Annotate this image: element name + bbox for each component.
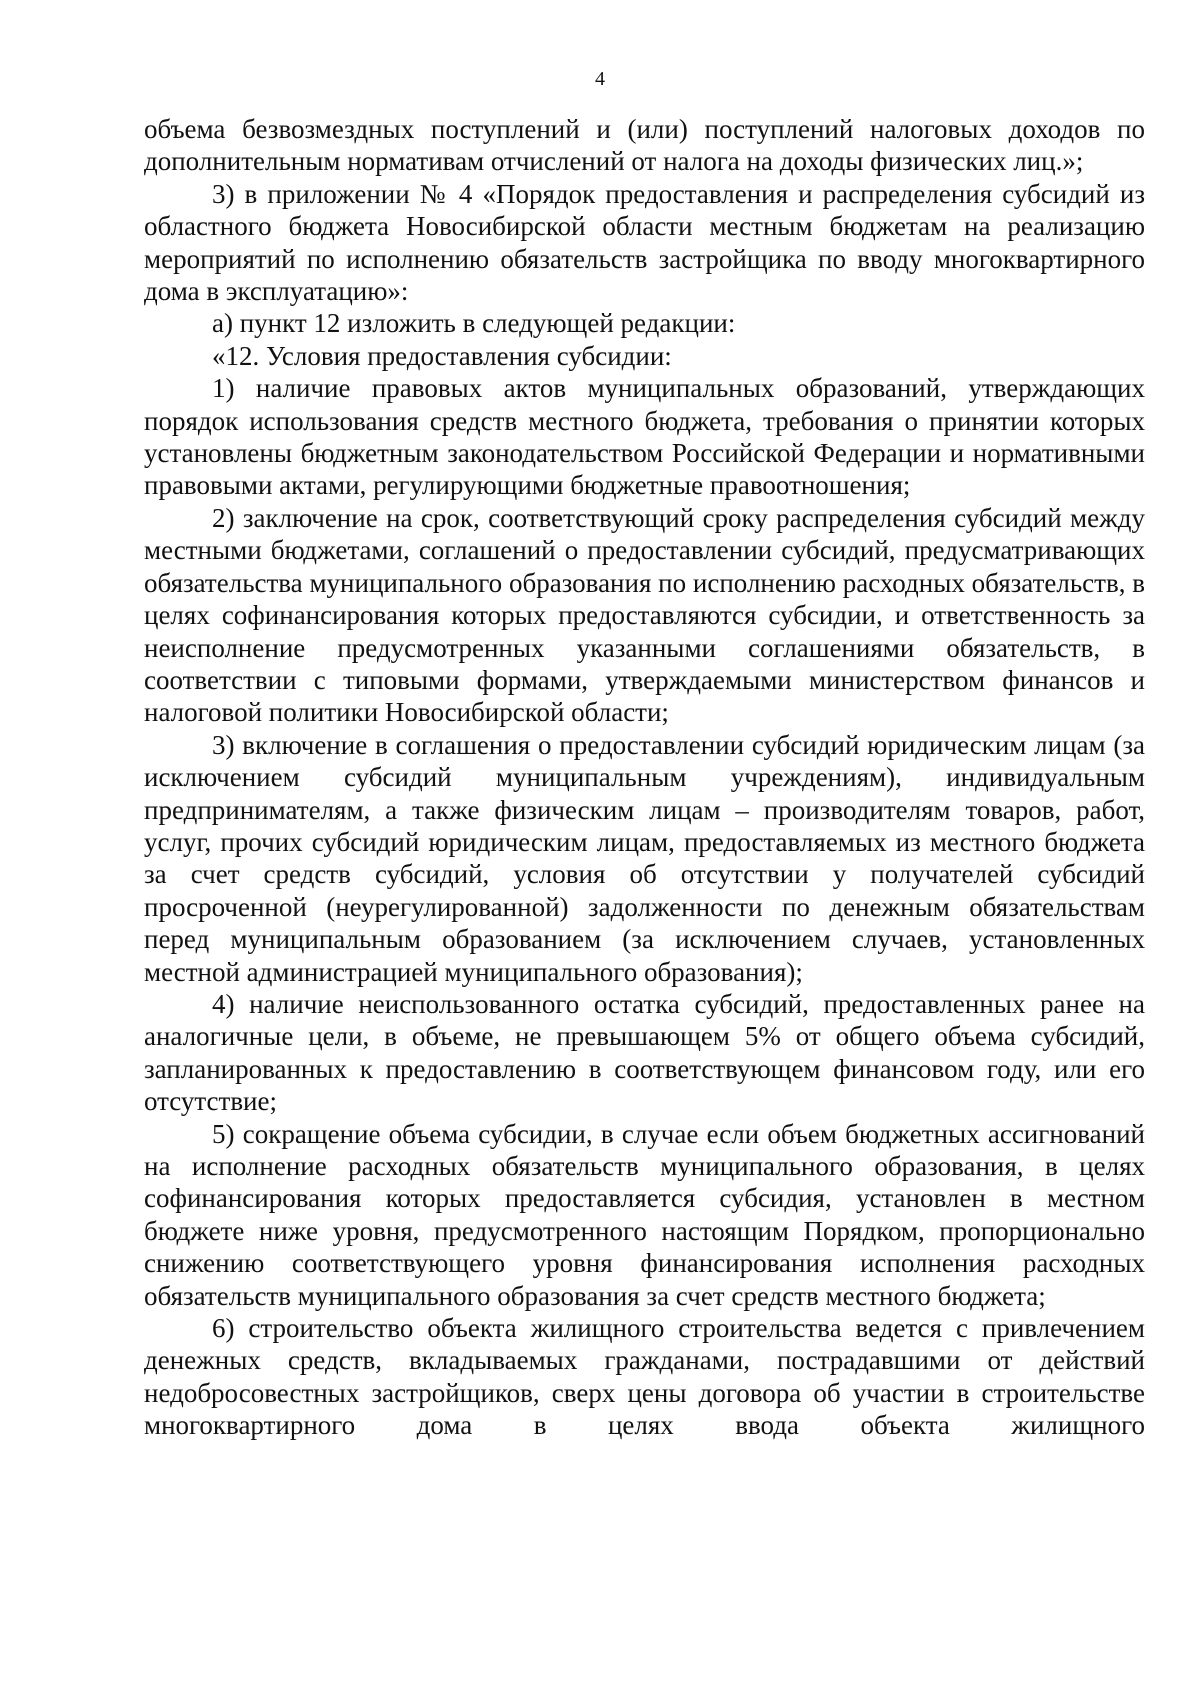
paragraph-condition-5: 5) сокращение объема субсидии, в случае если объем бюджетных ассигнований на исполнение расходных обязательств муниципального образования, в целях софинансирования которых предоставляется субсидия, установлен в местном бюджете ниже уровня, предусмотренного настоящим Порядком, пропорционально снижению соответствующего уровня финансирования исполнения расходных обязательств муниципального образования за счет средств местного бюджета; bbox=[144, 1118, 1145, 1311]
paragraph-item-3-appendix-4: 3) в приложении № 4 «Порядок предоставления и распределения субсидий из областного бюджета Новосибирской области местным бюджетам на реализацию мероприятий по исполнению обязательств застройщика по вводу многоквартирного дома в эксплуатацию»: bbox=[144, 178, 1145, 307]
paragraph-subitem-a: а) пункт 12 изложить в следующей редакции: bbox=[212, 308, 736, 339]
paragraph-condition-4: 4) наличие неиспользованного остатка субсидий, предоставленных ранее на аналогичные цели, в объеме, не превышающем 5% от общего объема субсидий, запланированных к предоставлению в соответствующем финансовом году, или его отсутствие; bbox=[144, 988, 1145, 1117]
paragraph-condition-2: 2) заключение на срок, соответствующий сроку распределения субсидий между местными бюджетами, соглашений о предоставлении субсидий, предусматривающих обязательства муниципального образования по исполнению расходных обязательств, в целях софинансирования которых предоставляются субсидии, и ответственность за неисполнение предусмотренных указанными соглашениями обязательств, в соответствии с типовыми формами, утверждаемыми министерством финансов и налоговой политики Новосибирской области; bbox=[144, 502, 1145, 728]
paragraph-continuation: объема безвозмездных поступлений и (или) поступлений налоговых доходов по дополнительным нормативам отчислений от налога на доходы физических лиц.»; bbox=[144, 114, 1145, 177]
paragraph-condition-3: 3) включение в соглашения о предоставлении субсидий юридическим лицам (за исключением субсидий муниципальным учреждениям), индивидуальным предпринимателям, а также физическим лицам – производителям товаров, работ, услуг, прочих субсидий юридическим лицам, предоставляемых из местного бюджета за счет средств субсидий, условия об отсутствии у получателей субсидий просроченной (неурегулированной) задолженности по денежным обязательствам перед муниципальным образованием (за исключением случаев, установленных местной администрацией муниципального образования); bbox=[144, 729, 1145, 987]
paragraph-clause-12-heading: «12. Условия предоставления субсидии: bbox=[212, 340, 672, 371]
paragraph-condition-1: 1) наличие правовых актов муниципальных образований, утверждающих порядок использования средств местного бюджета, требования о принятии которых установлены бюджетным законодательством Российской Федерации и нормативными правовыми актами, регулирующими бюджетные правоотношения; bbox=[144, 373, 1145, 501]
paragraph-condition-6: 6) строительство объекта жилищного строительства ведется с привлечением денежных средств, вкладываемых гражданами, пострадавшими от действий недобросовестных застройщиков, сверх цены договора об участии в строительстве многоквартирного дома в целях ввода объекта жилищного bbox=[144, 1313, 1145, 1441]
page-number: 4 bbox=[595, 68, 605, 90]
document-body bbox=[144, 113, 1145, 1442]
